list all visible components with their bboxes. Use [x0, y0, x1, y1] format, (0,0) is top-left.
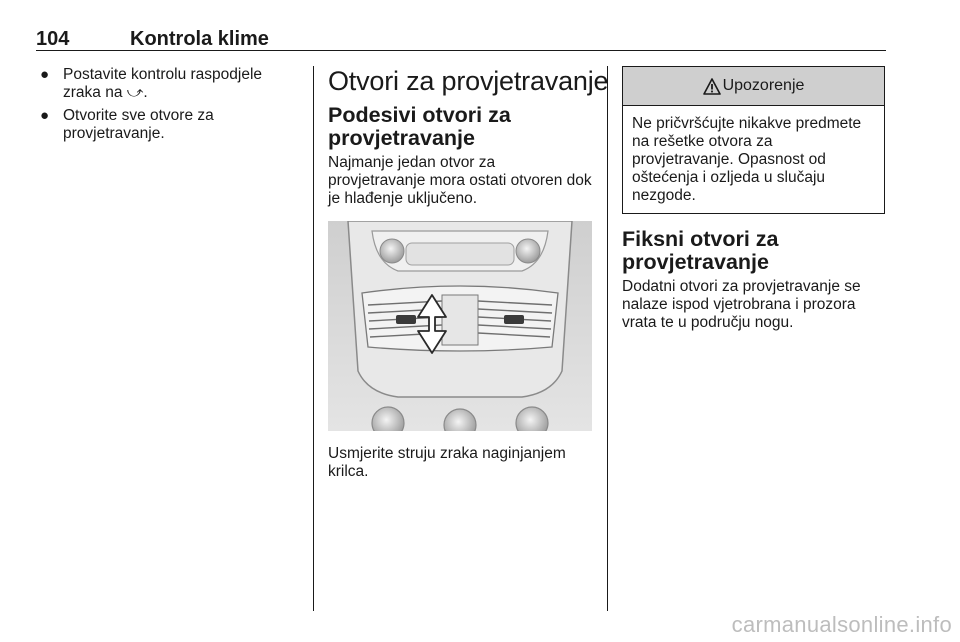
bullet-icon: ●	[40, 66, 50, 83]
page-header	[36, 28, 886, 50]
warning-text: Ne pričvršćujte nikakve predmete na rešetke otvora za provjetravanje. Opasnost od oštećenja i ozljeda u slučaju nezgode.	[632, 115, 862, 204]
warning-title: Upozorenje	[722, 77, 805, 94]
list-item	[36, 107, 294, 143]
list-item-text: Otvorite sve otvore za provjetravanje.	[63, 107, 214, 142]
subsection-heading: Fiksni otvori za provjetravanje	[622, 227, 779, 274]
list-item	[36, 66, 294, 102]
column-divider	[313, 66, 314, 611]
paragraph: Dodatni otvori za provjetravanje se nalaze ispod vjetrobrana i prozora vrata te u području nogu.	[622, 278, 861, 331]
paragraph: Najmanje jedan otvor za provjetravanje mora ostati otvoren dok je hlađenje uključeno.	[328, 154, 592, 207]
column-2	[328, 66, 609, 481]
warning-header	[623, 67, 884, 106]
bullet-icon: ●	[40, 107, 50, 124]
section-heading: Otvori za provjetravanje	[328, 66, 609, 96]
page-number: 104	[36, 28, 70, 50]
list-item-text: Postavite kontrolu raspodjele zraka na ⤻.	[63, 66, 263, 101]
warning-triangle-icon	[703, 78, 721, 95]
header-rule	[36, 50, 886, 51]
figure-caption: Usmjerite struju zraka naginjanjem krilca.	[328, 445, 566, 480]
watermark: carmanualsonline.info	[731, 612, 952, 637]
column-3	[622, 66, 886, 332]
air-vent-illustration	[328, 221, 592, 431]
air-vent-drawing	[328, 221, 592, 431]
column-divider	[607, 66, 608, 611]
warning-box	[622, 66, 885, 214]
section-title: Kontrola klime	[130, 28, 269, 50]
subsection-heading: Podesivi otvori za provjetravanje	[328, 103, 511, 150]
column-1	[36, 66, 294, 148]
bullet-list	[36, 66, 294, 143]
